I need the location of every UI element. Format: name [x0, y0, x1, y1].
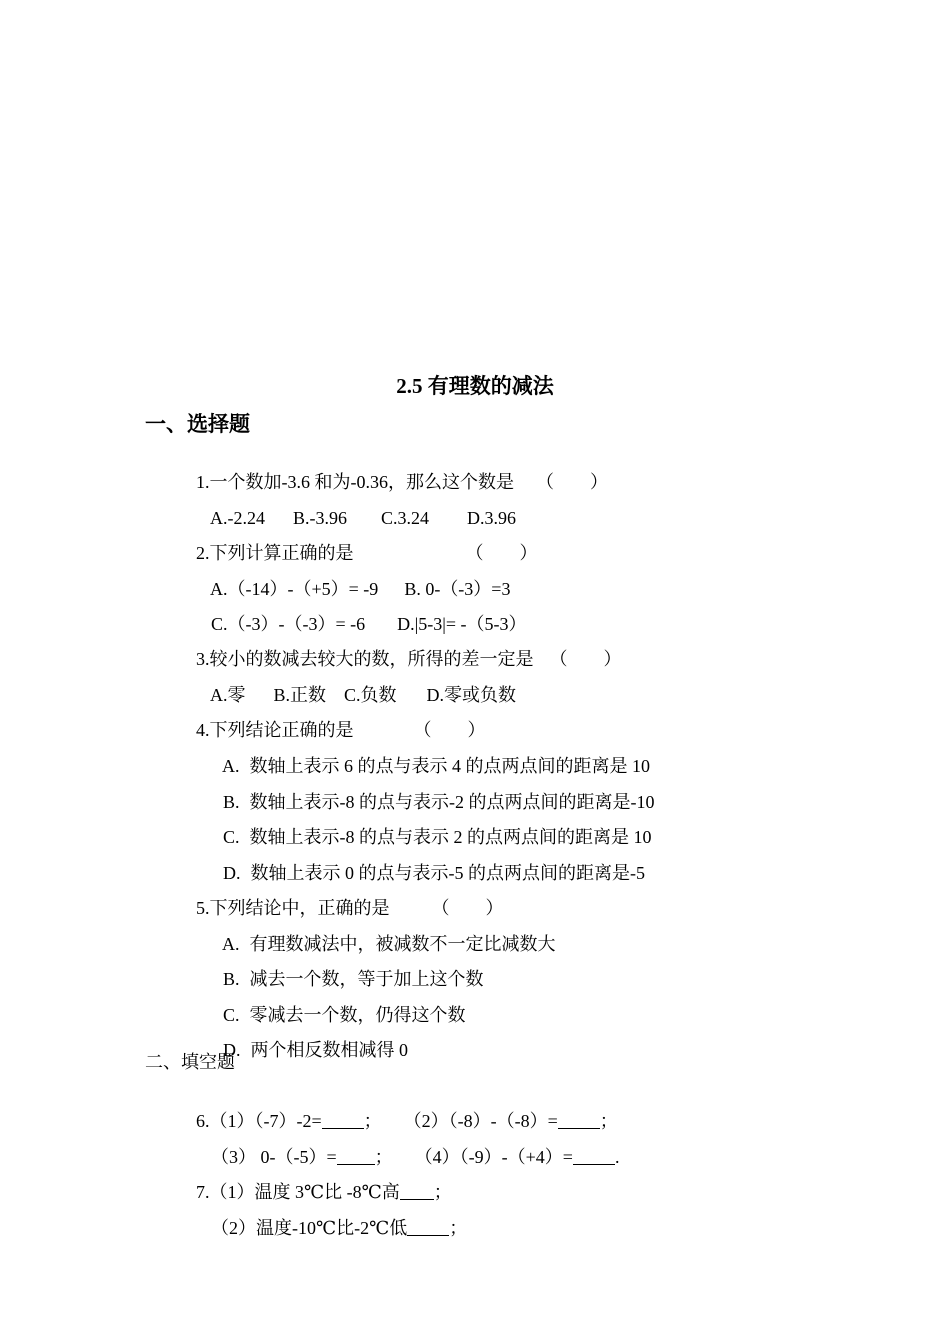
option-text: 有理数减法中，被减数不一定比减数大	[249, 934, 556, 954]
q3-option-c: C.负数	[344, 685, 397, 705]
q2-option-c: C.（-3）-（-3）= -6	[211, 614, 366, 634]
q2-option-b: B. 0-（-3）=3	[404, 579, 511, 599]
q5-option-d	[205, 1014, 408, 1086]
section-heading-choice: 一、选择题	[145, 412, 250, 436]
option-text: 零减去一个数，仍得这个数	[249, 1005, 466, 1025]
option-text: 减去一个数，等于加上这个数	[249, 969, 484, 989]
q2-option-a: A.（-14）-（+5）= -9	[210, 579, 379, 599]
question-2-stem: 2.下列计算正确的是	[196, 543, 354, 563]
question-1-answer-paren: （ ）	[536, 472, 608, 492]
question-5-answer-paren: （ ）	[431, 898, 504, 918]
option-text: 数轴上表示 6 的点与表示 4 的点两点间的距离是 10	[249, 756, 651, 776]
option-letter: C.	[223, 1005, 240, 1025]
answer-blank[interactable]	[407, 1219, 449, 1236]
q1-option-a: A.-2.24	[210, 508, 266, 528]
option-letter: A.	[222, 756, 240, 776]
q3-option-d: D.零或负数	[426, 685, 517, 705]
option-letter: D.	[223, 863, 241, 883]
punctuation: .	[614, 1147, 620, 1167]
punctuation: ；	[374, 1147, 393, 1167]
page-title: 2.5 有理数的减法	[396, 374, 554, 398]
punctuation: ；	[449, 1218, 468, 1238]
q7-part2: （2）温度-10℃比-2℃低	[211, 1218, 408, 1238]
punctuation: ；	[363, 1111, 382, 1131]
punctuation: ；	[599, 1111, 618, 1131]
q7-part1: 7.（1）温度 3℃比 -8℃高	[196, 1182, 400, 1202]
q2-option-d: D.|5-3|= -（5-3）	[397, 614, 527, 634]
q1-option-d: D.3.96	[467, 508, 517, 528]
question-3-answer-paren: （ ）	[549, 649, 622, 669]
option-letter: B.	[223, 969, 240, 989]
question-5-stem: 5.下列结论中，正确的是	[196, 898, 390, 918]
answer-blank[interactable]	[573, 1148, 615, 1165]
section-heading-fill-in: 二、填空题	[145, 1052, 235, 1072]
option-text: 数轴上表示-8 的点与表示 2 的点两点间的距离是 10	[249, 827, 652, 847]
option-text: 数轴上表示-8 的点与表示-2 的点两点间的距离是-10	[249, 792, 655, 812]
option-letter: B.	[223, 792, 240, 812]
question-4-stem: 4.下列结论正确的是	[196, 720, 354, 740]
question-3-stem: 3.较小的数减去较大的数，所得的差一定是	[196, 649, 534, 669]
question-7-row2	[193, 1192, 467, 1264]
q6-part4: （4）（-9）-（+4）=	[414, 1147, 573, 1167]
q1-option-c: C.3.24	[381, 508, 430, 528]
option-letter: D.	[223, 1040, 241, 1060]
option-letter: A.	[222, 934, 240, 954]
q3-option-b: B.正数	[273, 685, 327, 705]
q6-part3: （3） 0-（-5）=	[211, 1147, 337, 1167]
q1-option-b: B.-3.96	[293, 508, 348, 528]
option-text: 两个相反数相减得 0	[250, 1040, 408, 1060]
question-2-answer-paren: （ ）	[465, 543, 538, 563]
punctuation: ；	[433, 1182, 452, 1202]
option-letter: C.	[223, 827, 240, 847]
question-1-stem: 1.一个数加-3.6 和为-0.36，那么这个数是	[196, 472, 514, 492]
q6-part2: （2）（-8）-（-8）=	[403, 1111, 558, 1131]
option-text: 数轴上表示 0 的点与表示-5 的点两点间的距离是-5	[250, 863, 645, 883]
q3-option-a: A.零	[210, 685, 246, 705]
q6-part1: 6.（1）（-7）-2=	[196, 1111, 322, 1131]
question-4-answer-paren: （ ）	[413, 720, 486, 740]
